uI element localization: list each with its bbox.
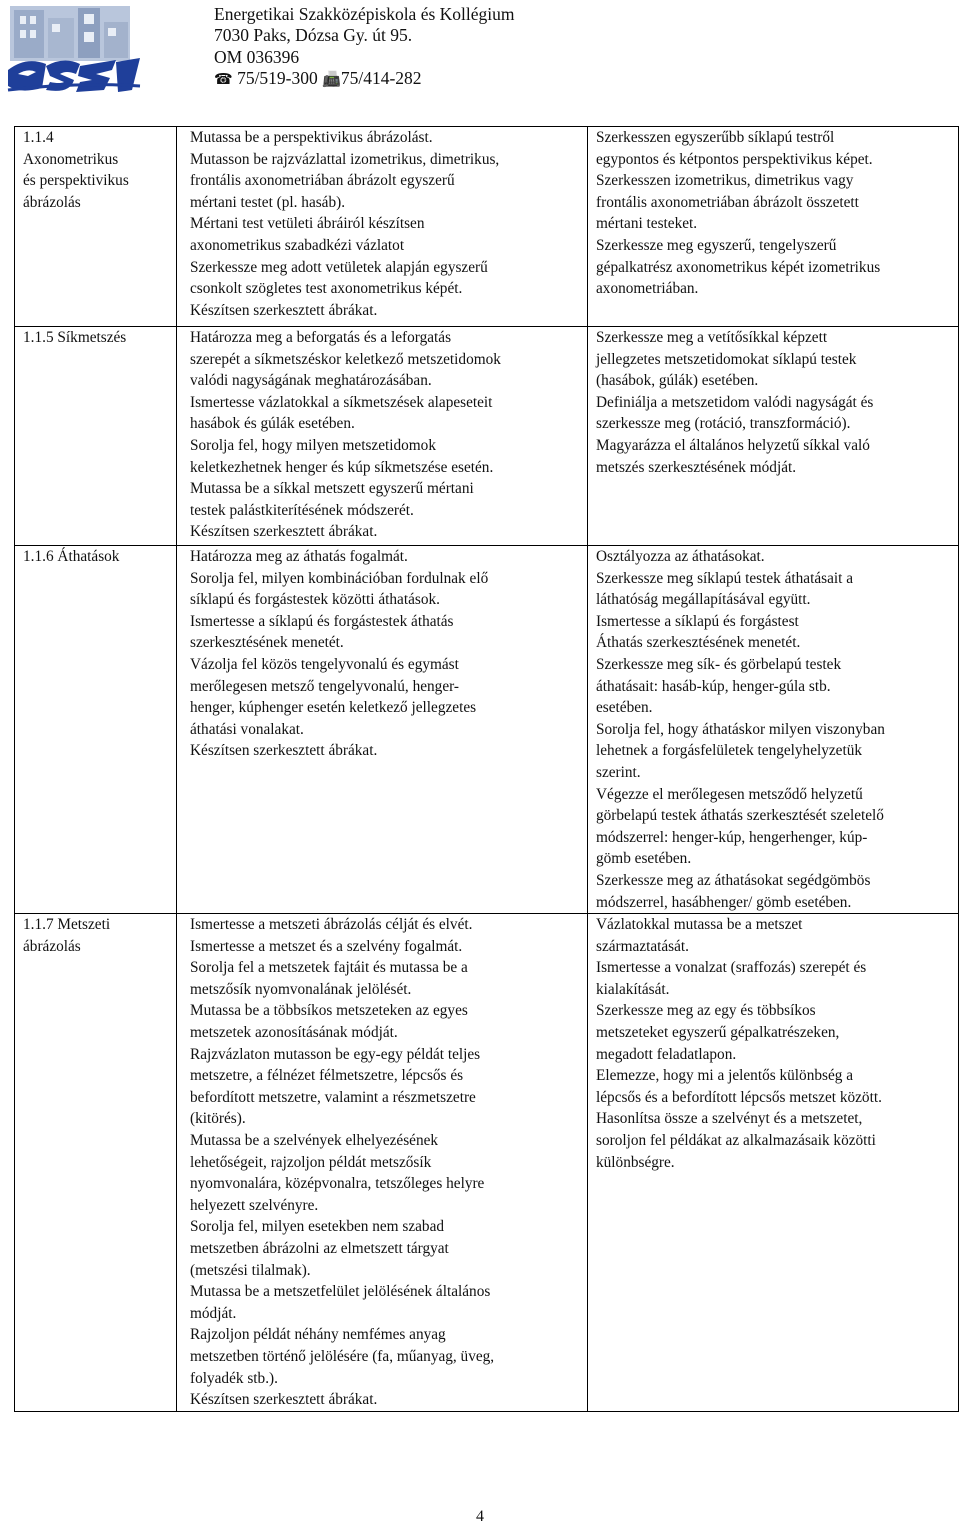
text-line: Sorolja fel, hogy milyen metszetidomok [190,436,436,454]
text-line: lépcsős és a befordított lépcsős metszet között. [596,1088,882,1106]
text-line: metszetben történő jelölésére (fa, műanyag, üveg, [190,1347,495,1365]
text-line: Áthatás szerkesztésének menetét. [596,634,801,652]
text-line: metszetek azonosításának módját. [190,1024,398,1042]
text-line: módszerrel, hasábhenger/ gömb esetében. [596,893,852,911]
text-line: henger, kúphenger esetén keletkező jellegzetes [190,699,477,717]
text-line: megadott feladatlapon. [596,1045,737,1063]
table-row-axonometria [15,127,959,327]
text-line: lehetnek a forgásfelületek tengelyhelyzetük [596,742,863,760]
text-line: valódi nagyságának meghatározásában. [190,372,432,390]
text-line: Készítsen szerkesztett ábrákat. [190,1391,378,1409]
text-line: Mutassa be a metszetfelület jelölésének általános [190,1283,491,1301]
text-line: Szerkessze meg egyszerű, tengelyszerű [596,236,837,254]
institution-info [214,4,515,90]
text-line: Vázlatokkal mutassa be a metszet [596,916,803,934]
text-line: (metszési tilalmak). [190,1261,311,1279]
text-line: Szerkessze meg az áthatásokat segédgömbös [596,871,871,889]
text-line: testek palástkiterítésének módszerét. [190,501,414,519]
text-line: görbelapú testek áthatás szerkesztését szeletelő [596,807,884,825]
text-line: Hasonlítsa össze a szelvényt és a metszetet, [596,1110,863,1128]
text-line: Osztályozza az áthatásokat. [596,548,765,565]
text-line: Rajzoljon példát néhány nemfémes anyag [190,1326,446,1344]
text-line: lehetőségeit, rajzoljon példát metszősík [190,1153,432,1171]
text-line: szerint. [596,763,641,781]
text-line: Sorolja fel a metszetek fajtáit és mutassa be a [190,959,468,977]
text-line: jellegzetes metszetidomokat síklapú testek [596,350,857,368]
phone-icon: ☎ [214,69,233,88]
text-line: csonkolt szögletes test axonometrikus képét. [190,280,463,298]
topic-cell [15,914,177,1412]
page-header [0,0,960,110]
topic-line: ábrázolás [23,937,81,955]
text-line: Ismertesse vázlatokkal a síkmetszések alapeseteit [190,393,493,411]
topic-line: 1.1.4 [23,129,54,146]
text-line: Sorolja fel, hogy áthatáskor milyen viszonyban [596,720,885,738]
text-line: Szerkesszen egyszerűbb síklapú testről [596,129,835,146]
text-line: soroljon fel példákat az alkalmazásaik közötti [596,1132,876,1150]
text-line: Ismertesse a metszet és a szelvény fogalmát. [190,937,463,955]
text-line: Ismertesse a vonalzat (sraffozás) szerepét és [596,959,867,977]
text-line: Ismertesse a metszeti ábrázolás célját és elvét. [190,916,473,934]
text-line: helyezett szelvényre. [190,1196,319,1214]
topic-cell [15,546,177,914]
school-logo [6,4,142,96]
text-line: (kitörés). [190,1110,246,1128]
topic-line: 1.1.5 Síkmetszés [23,329,127,346]
requirements-cell [177,914,588,1412]
text-line: módját. [190,1304,237,1322]
text-line: származtatását. [596,937,689,955]
text-line: láthatóság megállapításával együtt. [596,591,811,609]
topic-line: és perspektivikus [23,172,129,190]
school-name: Energetikai Szakközépiskola és Kollégium [214,4,515,24]
school-address: 7030 Paks, Dózsa Gy. út 95. [214,25,413,46]
text-line: Rajzvázlaton mutasson be egy-egy példát teljes [190,1045,481,1063]
contact-line [214,68,515,90]
text-line: Mutassa be a síkkal metszett egyszerű mértani [190,480,474,498]
text-line: Végezze el merőlegesen metsződő helyzetű [596,785,863,803]
text-line: keletkezhetnek henger és kúp síkmetszése esetén. [190,458,494,476]
curriculum-table [14,126,959,1412]
phone-number: 75/519-300 [237,67,318,88]
tasks-cell [588,546,959,914]
text-line: Készítsen szerkesztett ábrákat. [190,301,378,319]
requirements-cell [177,327,588,546]
text-line: hasábok és gúlák esetében. [190,415,355,433]
text-line: Ismertesse a síklapú és forgástest [596,612,799,630]
text-line: Készítsen szerkesztett ábrákat. [190,742,378,760]
topic-line: Axonometrikus [23,150,119,168]
text-line: frontális axonometriában ábrázolt összetett [596,193,859,211]
tasks-cell [588,127,959,327]
text-line: Szerkessze meg az egy és többsíkos [596,1002,816,1020]
text-line: Szerkessze meg a vetítősíkkal képzett [596,329,828,346]
text-line: nyomvonalára, középvonalra, tetszőleges helyre [190,1175,485,1193]
text-line: szerkesztésének menetét. [190,634,344,652]
topic-line: 1.1.6 Áthatások [23,548,120,565]
text-line: metszeteket egyszerű gépalkatrészeken, [596,1024,840,1042]
text-line: szerkessze meg (rotáció, transzformáció). [596,415,851,433]
text-line: Szerkessze meg sík- és görbelapú testek [596,655,842,673]
text-line: Határozza meg a beforgatás és a leforgatás [190,329,452,346]
text-line: Sorolja fel, milyen esetekben nem szabad [190,1218,445,1236]
fax-number: 75/414-282 [340,67,422,88]
text-line: Szerkessze meg adott vetületek alapján egyszerű [190,258,488,276]
text-line: Definiálja a metszetidom valódi nagyságát és [596,393,874,411]
text-line: egypontos és kétpontos perspektivikus képet. [596,150,873,168]
text-line: Határozza meg az áthatás fogalmát. [190,548,408,565]
text-line: áthatásait: hasáb-kúp, henger-gúla stb. [596,677,831,695]
text-line: gépalkatrész axonometrikus képét izometrikus [596,258,881,276]
text-line: Ismertesse a síklapú és forgástestek áthatás [190,612,454,630]
om-code: OM 036396 [214,46,300,67]
text-line: kialakítását. [596,980,670,998]
table-row-metszeti-abrazolas [15,914,959,1412]
page-number: 4 [476,1508,484,1525]
text-line: metszetre, a félnézet félmetszetre, lépcsős és [190,1067,464,1085]
topic-line: 1.1.7 Metszeti [23,916,111,934]
text-line: mértani testet (pl. hasáb). [190,193,346,211]
text-line: metszés szerkesztésének módját. [596,458,797,476]
text-line: módszerrel: henger-kúp, hengerhenger, kúp- [596,828,868,846]
text-line: gömb esetében. [596,850,692,868]
text-line: Mutassa be a perspektivikus ábrázolást. [190,129,433,146]
text-line: szerepét a síkmetszéskor keletkező metszetidomok [190,350,501,368]
text-line: folyadék stb.). [190,1369,278,1387]
text-line: Szerkesszen izometrikus, dimetrikus vagy [596,172,854,190]
text-line: Szerkessze meg síklapú testek áthatásait a [596,569,853,587]
requirements-cell [177,546,588,914]
text-line: metszetben ábrázolni az elmetszett tárgyat [190,1240,449,1257]
fax-icon: 📠 [322,69,341,88]
text-line: Mutassa be a többsíkos metszeteken az egyes [190,1002,468,1020]
tasks-cell [588,327,959,546]
text-line: síklapú és forgástestek közötti áthatások. [190,591,440,609]
text-line: Készítsen szerkesztett ábrákat. [190,523,378,541]
topic-cell [15,327,177,546]
text-line: axonometrikus szabadkézi vázlatot [190,236,405,254]
text-line: Mutasson be rajzvázlattal izometrikus, dimetrikus, [190,150,500,168]
text-line: befordított metszetre, valamint a részmetszetre [190,1088,476,1106]
text-line: esetében. [596,699,653,717]
text-line: frontális axonometriában ábrázolt egyszerű [190,172,455,190]
text-line: merőlegesen metsző tengelyvonalú, henger- [190,677,459,695]
text-line: Mutassa be a szelvények elhelyezésének [190,1132,439,1150]
text-line: Sorolja fel, milyen kombinációban fordulnak elő [190,569,489,587]
table-row-athatasok [15,546,959,914]
tasks-cell [588,914,959,1412]
text-line: mértani testeket. [596,215,698,233]
text-line: Mértani test vetületi ábráiról készítsen [190,215,425,233]
text-line: Elemezze, hogy mi a jelentős különbség a [596,1067,853,1085]
text-line: áthatási vonalakat. [190,720,304,738]
text-line: axonometriában. [596,280,699,298]
requirements-cell [177,127,588,327]
table-row-sikmetszes [15,327,959,546]
text-line: Vázolja fel közös tengelyvonalú és egymást [190,655,459,673]
topic-cell [15,127,177,327]
text-line: (hasábok, gúlák) esetében. [596,372,759,390]
text-line: Magyarázza el általános helyzetű síkkal való [596,436,870,454]
text-line: különbségre. [596,1153,675,1171]
topic-line: ábrázolás [23,193,81,211]
text-line: metszősík nyomvonalának jelölését. [190,980,412,998]
